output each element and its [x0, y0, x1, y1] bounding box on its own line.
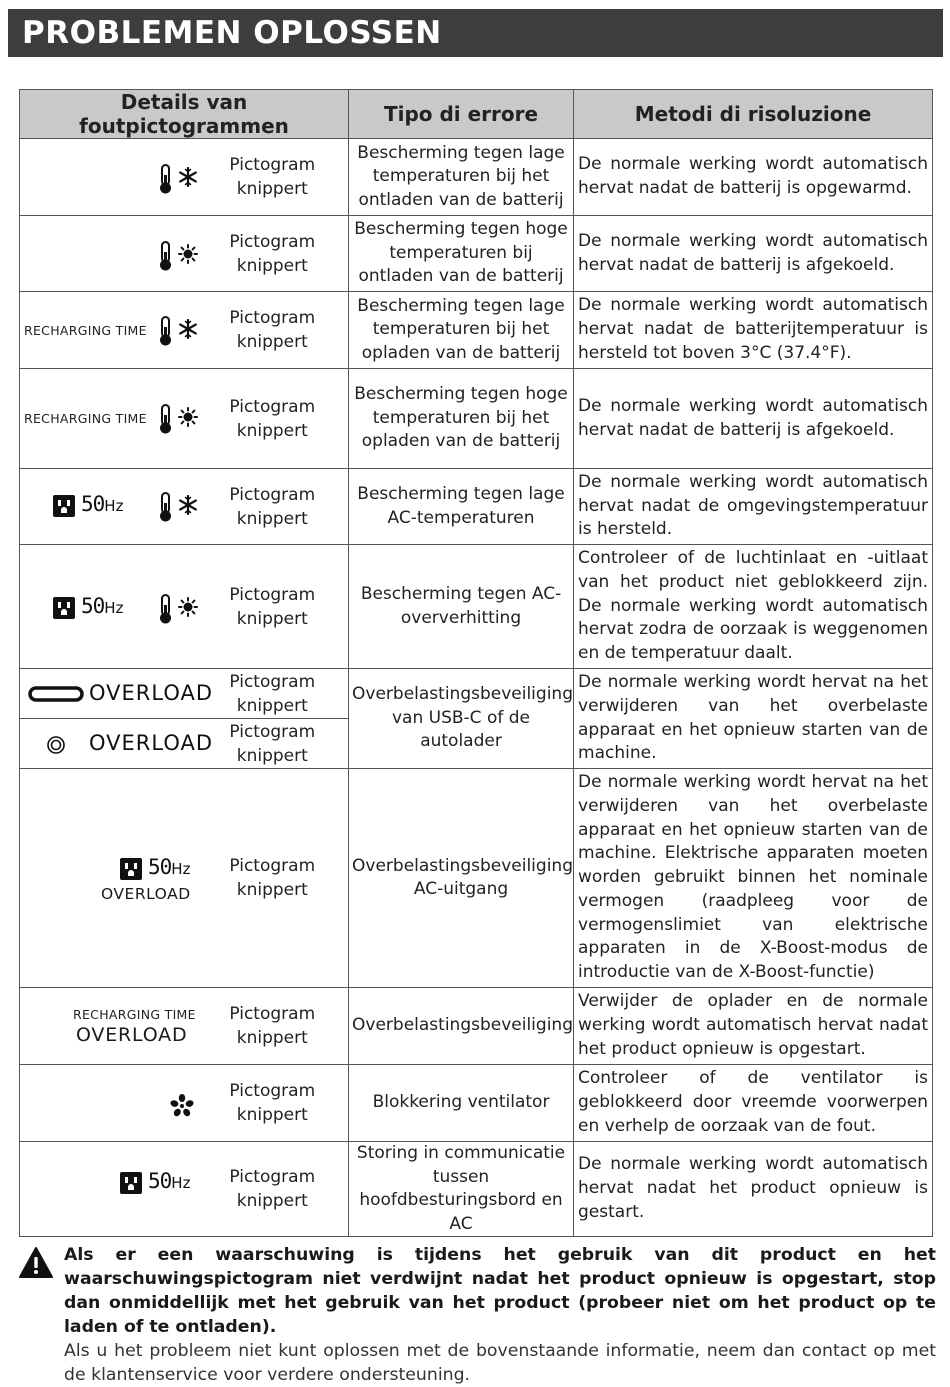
fan-icon: [169, 1093, 195, 1123]
column-header-details: Details van foutpictogrammen: [20, 90, 349, 139]
ac-outlet-icon: [53, 597, 75, 623]
recharging-time-label: RECHARGING TIME: [24, 323, 147, 338]
icon-cell: [20, 719, 214, 769]
icon-cell: [20, 669, 214, 719]
icon-cell: [20, 1065, 197, 1142]
error-type: Overbelastingsbeveiliging AC-uitgang: [349, 769, 574, 988]
error-type: Bescherming tegen lage AC-temperaturen: [349, 469, 574, 545]
thermometer-cold-icon: [158, 315, 198, 351]
recharging-time-label: RECHARGING TIME: [73, 1007, 196, 1022]
pictogram-status: Pictogram knippert: [197, 216, 349, 292]
error-type: Bescherming tegen lage temperaturen bij het opladen van de batterij: [349, 292, 574, 369]
table-row: [20, 292, 933, 369]
warning-triangle-icon: [18, 1246, 54, 1283]
resolution-method: Controleer of de ventilator is geblokkeerd door vreemde voorwerpen en verhelp de oorzaak van de fout.: [574, 1065, 933, 1142]
overload-label: OVERLOAD: [89, 681, 214, 705]
frequency-display: [81, 594, 123, 618]
pictogram-status: Pictogram knippert: [197, 369, 349, 469]
thermometer-cold-icon: [158, 491, 198, 527]
resolution-method: Controleer of de luchtinlaat en -uitlaat van het product niet geblokkeerd zijn. De normale werking wordt automatisch hervat zodra de oorzaak is weggenomen en de temperatuur daalt.: [574, 545, 933, 669]
error-type: Bescherming tegen lage temperaturen bij het ontladen van de batterij: [349, 139, 574, 216]
frequency-unit: Hz: [171, 1174, 191, 1192]
table-row: [20, 1065, 933, 1142]
pictogram-status: Pictogram knippert: [197, 1142, 349, 1237]
table-row: [20, 469, 933, 545]
error-type: Bescherming tegen hoge temperaturen bij het opladen van de batterij: [349, 369, 574, 469]
error-type: Overbelastingsbeveiliging van USB-C of de autolader: [349, 669, 574, 769]
overload-label: OVERLOAD: [101, 885, 191, 903]
thermometer-hot-icon: [158, 240, 198, 276]
icon-cell: [20, 545, 197, 669]
recharging-time-label: RECHARGING TIME: [24, 411, 147, 426]
thermometer-cold-icon: [158, 163, 198, 199]
frequency-display: [148, 1169, 190, 1193]
ac-outlet-icon: [120, 1172, 142, 1198]
thermometer-hot-icon: [158, 593, 198, 629]
icon-cell: [20, 988, 197, 1065]
pictogram-status: Pictogram knippert: [197, 292, 349, 369]
table-row: [20, 545, 933, 669]
overload-label: OVERLOAD: [89, 731, 214, 755]
frequency-display: [81, 492, 123, 516]
pictogram-status: Pictogram knippert: [197, 988, 349, 1065]
frequency-unit: Hz: [171, 860, 191, 878]
pictogram-status: Pictogram knippert: [197, 719, 349, 769]
table-row: [20, 1142, 933, 1237]
icon-cell: [20, 292, 197, 369]
thermometer-hot-icon: [158, 403, 198, 439]
car-charger-icon: [46, 735, 66, 759]
resolution-method: De normale werking wordt automatisch hervat nadat de batterijtemperatuur is hersteld tot boven 3°C (37.4°F).: [574, 292, 933, 369]
table-row: [20, 216, 933, 292]
table-row: [20, 988, 933, 1065]
icon-cell: [20, 769, 197, 988]
error-type: Storing in communicatie tussen hoofdbesturingsbord en AC: [349, 1142, 574, 1237]
overload-label: OVERLOAD: [76, 1024, 188, 1046]
pictogram-status: Pictogram knippert: [197, 1065, 349, 1142]
icon-cell: [20, 216, 197, 292]
usb-c-icon: [28, 686, 84, 706]
error-type: Overbelastingsbeveiliging: [349, 988, 574, 1065]
frequency-unit: Hz: [104, 497, 124, 515]
header-bar: [8, 9, 943, 57]
table-row: [20, 139, 933, 216]
pictogram-status: Pictogram knippert: [197, 469, 349, 545]
pictogram-status: Pictogram knippert: [197, 545, 349, 669]
table-row: [20, 769, 933, 988]
pictogram-status: Pictogram knippert: [197, 139, 349, 216]
frequency-digits: 50: [81, 492, 105, 516]
resolution-method: De normale werking wordt hervat na het verwijderen van het overbelaste apparaat en het opnieuw starten van de machine. Elektrische apparaten moeten worden gebruikt binnen het nominale vermogen (raadpleeg voor de vermogenslimiet van elektrische apparaten in de X-Boost-modus de introductie van de X-Boost-functie): [574, 769, 933, 988]
frequency-digits: 50: [148, 855, 172, 879]
warning-bold-text: Als er een waarschuwing is tijdens het gebruik van dit product en het waarschuwingspictogram niet verdwijnt nadat het product opnieuw is opgestart, stop dan onmiddellijk met het gebruik van het product (probeer niet om het product op te laden of te ontladen).: [64, 1245, 936, 1337]
ac-outlet-icon: [120, 858, 142, 884]
resolution-method: De normale werking wordt automatisch hervat nadat de omgevingstemperatuur is hersteld.: [574, 469, 933, 545]
error-type: Blokkering ventilator: [349, 1065, 574, 1142]
resolution-method: De normale werking wordt automatisch hervat nadat de batterij is afgekoeld.: [574, 216, 933, 292]
frequency-digits: 50: [148, 1169, 172, 1193]
table-row: [20, 669, 933, 719]
icon-cell: [20, 139, 197, 216]
icon-cell: [20, 469, 197, 545]
resolution-method: De normale werking wordt automatisch hervat nadat de batterij is opgewarmd.: [574, 139, 933, 216]
ac-outlet-icon: [53, 495, 75, 521]
warning-text: [64, 1243, 936, 1387]
troubleshooting-table: [19, 89, 933, 1237]
frequency-display: [148, 855, 190, 879]
table-row: [20, 369, 933, 469]
error-type: Bescherming tegen AC-oververhitting: [349, 545, 574, 669]
table-header-row: [20, 90, 933, 139]
icon-cell: [20, 369, 197, 469]
resolution-method: De normale werking wordt automatisch hervat nadat de batterij is afgekoeld.: [574, 369, 933, 469]
column-header-type: Tipo di errore: [349, 90, 574, 139]
resolution-method: De normale werking wordt hervat na het verwijderen van het overbelaste apparaat en het opnieuw starten van de machine.: [574, 669, 933, 769]
frequency-digits: 50: [81, 594, 105, 618]
error-type: Bescherming tegen hoge temperaturen bij ontladen van de batterij: [349, 216, 574, 292]
pictogram-status: Pictogram knippert: [197, 769, 349, 988]
pictogram-status: Pictogram knippert: [197, 669, 349, 719]
column-header-methods: Metodi di risoluzione: [574, 90, 933, 139]
page-title: PROBLEMEN OPLOSSEN: [22, 15, 442, 51]
resolution-method: De normale werking wordt automatisch hervat nadat het product opnieuw is gestart.: [574, 1142, 933, 1237]
warning-normal-text: Als u het probleem niet kunt oplossen met de bovenstaande informatie, neem dan contact op met de klantenservice voor verdere ondersteuning.: [64, 1341, 936, 1385]
icon-cell: [20, 1142, 197, 1237]
frequency-unit: Hz: [104, 599, 124, 617]
resolution-method: Verwijder de oplader en de normale werking wordt automatisch hervat nadat het product opnieuw is opgestart.: [574, 988, 933, 1065]
